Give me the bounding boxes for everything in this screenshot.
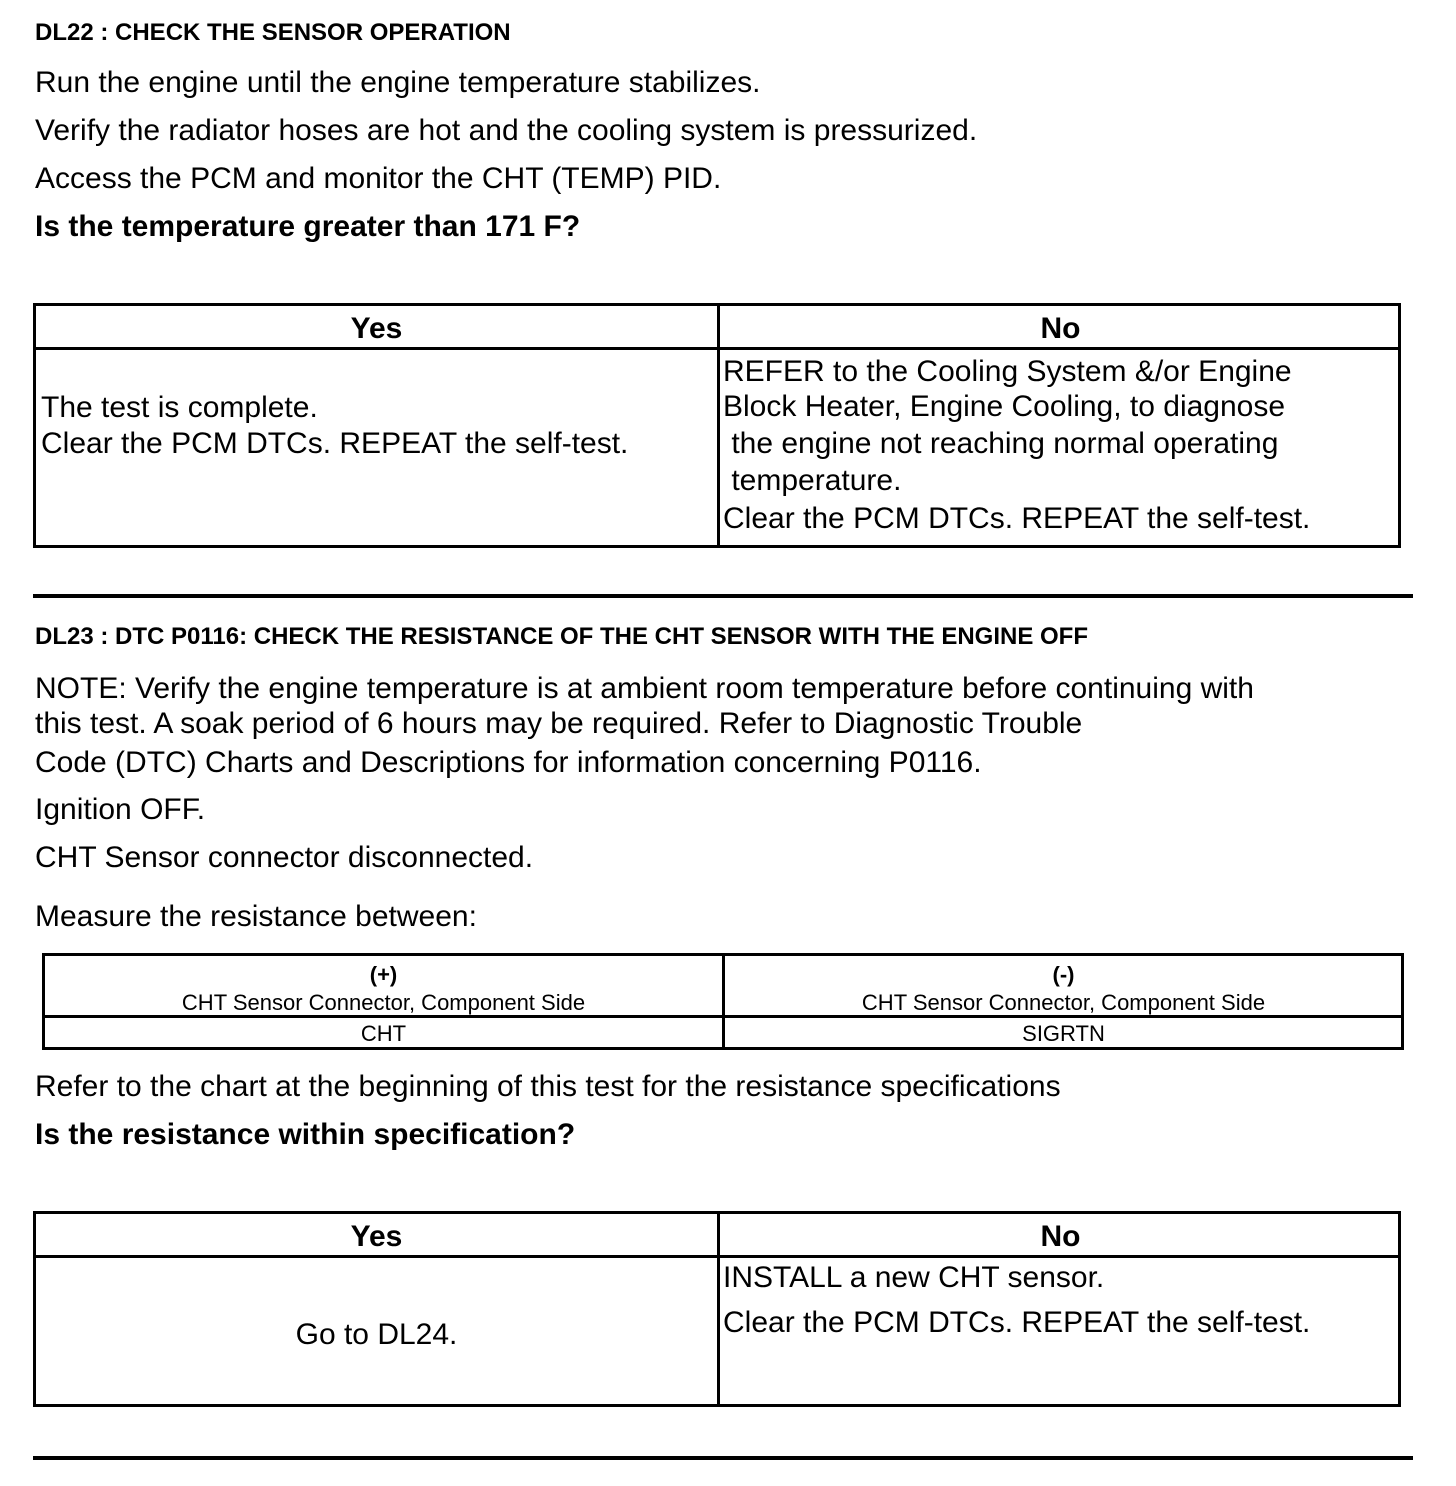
minus-symbol: (-) <box>1052 962 1075 987</box>
dl22-result-table <box>33 303 1401 548</box>
minus-pin: SIGRTN <box>1022 1021 1105 1046</box>
dl23-step: CHT Sensor connector disconnected. <box>35 841 534 874</box>
no-text: REFER to the Cooling System &/or Engine <box>723 355 1292 388</box>
dl23-question: Is the resistance within specification? <box>35 1118 576 1151</box>
section-divider <box>33 1456 1413 1460</box>
dl23-step: Ignition OFF. <box>35 793 206 826</box>
yes-text: Go to DL24. <box>295 1318 458 1351</box>
dl23-note: NOTE: Verify the engine temperature is at ambient room temperature before continuing with <box>35 672 1254 705</box>
dl23-heading: DL23 : DTC P0116: CHECK THE RESISTANCE OF THE CHT SENSOR WITH THE ENGINE OFF <box>35 623 1088 650</box>
yes-header: Yes <box>350 1220 403 1253</box>
dl22-step: Verify the radiator hoses are hot and the cooling system is pressurized. <box>35 114 978 147</box>
dl23-note: this test. A soak period of 6 hours may be required. Refer to Diagnostic Trouble <box>35 707 1083 740</box>
dl23-note: Code (DTC) Charts and Descriptions for information concerning P0116. <box>35 746 982 779</box>
no-header: No <box>1040 312 1081 345</box>
no-text: Block Heater, Engine Cooling, to diagnose <box>723 390 1286 423</box>
plus-pin: CHT <box>360 1021 407 1046</box>
section-divider <box>33 594 1413 598</box>
no-text: temperature. <box>723 464 902 497</box>
dl22-question: Is the temperature greater than 171 F? <box>35 210 581 243</box>
plus-label: CHT Sensor Connector, Component Side <box>181 990 586 1015</box>
no-text: Clear the PCM DTCs. REPEAT the self-test. <box>723 1306 1311 1339</box>
dl22-step: Access the PCM and monitor the CHT (TEMP) PID. <box>35 162 722 195</box>
yes-header: Yes <box>350 312 403 345</box>
measure-table <box>42 953 1404 1050</box>
minus-label: CHT Sensor Connector, Component Side <box>861 990 1266 1015</box>
dl22-heading: DL22 : CHECK THE SENSOR OPERATION <box>35 19 511 46</box>
plus-symbol: (+) <box>369 962 398 987</box>
no-text: INSTALL a new CHT sensor. <box>723 1261 1105 1294</box>
no-header: No <box>1040 1220 1081 1253</box>
dl23-refer: Refer to the chart at the beginning of this test for the resistance specifications <box>35 1070 1061 1103</box>
no-text: Clear the PCM DTCs. REPEAT the self-test. <box>723 502 1311 535</box>
yes-text: Clear the PCM DTCs. REPEAT the self-test. <box>41 427 629 460</box>
dl23-result-table <box>33 1211 1401 1407</box>
no-text: the engine not reaching normal operating <box>723 427 1279 460</box>
yes-text: The test is complete. <box>41 391 318 424</box>
dl22-step: Run the engine until the engine temperature stabilizes. <box>35 66 761 99</box>
dl23-step: Measure the resistance between: <box>35 900 477 933</box>
